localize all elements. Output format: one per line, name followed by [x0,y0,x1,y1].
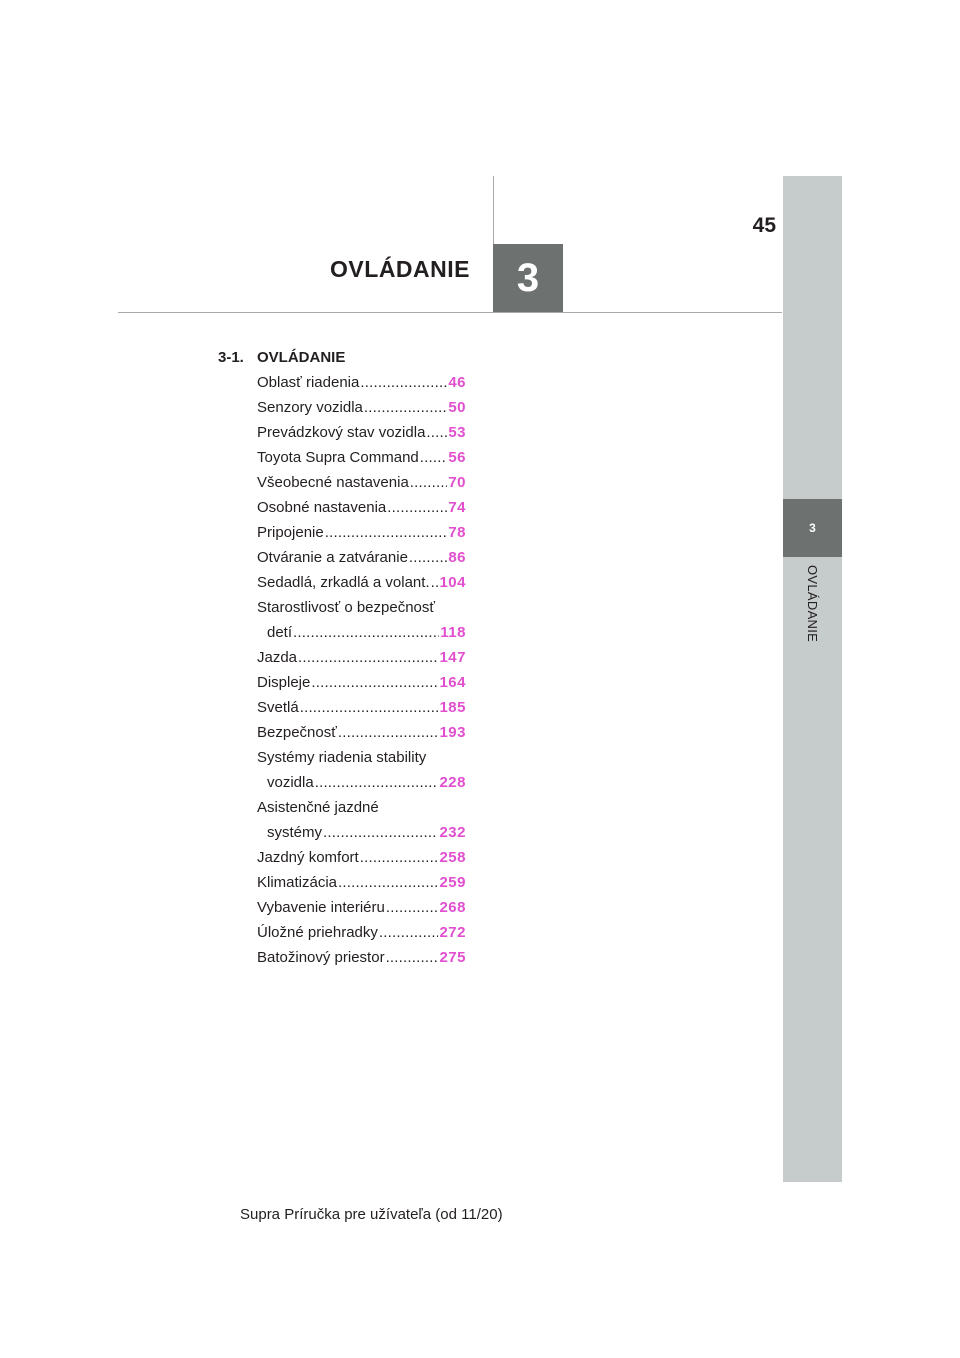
toc-entry-title: Senzory vozidla [257,399,363,416]
toc-dot-leader [426,420,447,445]
header-vertical-rule [493,176,494,244]
toc-dot-leader [386,945,439,970]
toc-page-link[interactable]: 164 [439,674,466,691]
toc-dot-leader [338,870,438,895]
toc-dot-leader [364,395,447,420]
toc-page-link[interactable]: 268 [439,899,466,916]
toc-entry-title-cont: vozidla [267,774,314,791]
toc-dot-leader [386,895,439,920]
toc-entry[interactable] [257,870,466,895]
toc-dot-leader [323,820,438,845]
section-title: OVLÁDANIE [257,349,346,366]
side-tab-label-wrap [783,565,842,665]
toc-entry-title: Sedadlá, zrkadlá a volant. [257,574,430,591]
toc-entry-title: Prevádzkový stav vozidla [257,424,426,441]
toc-entry[interactable] [257,695,466,720]
toc-dot-leader [338,720,439,745]
toc-entry[interactable] [257,445,466,470]
toc-dot-leader [300,695,439,720]
toc-entry-title-cont: systémy [267,824,323,841]
toc-entry-title: Jazda [257,649,298,666]
toc-dot-leader [360,370,447,395]
toc-page-link[interactable]: 78 [448,524,466,541]
toc-entry-title: Klimatizácia [257,874,338,891]
toc-page-link[interactable]: 275 [439,949,466,966]
toc-entry-title: Osobné nastavenia [257,499,387,516]
toc-entry-title: Asistenčné jazdné [257,799,379,816]
page-number: 45 [752,214,776,237]
side-tab-chapter-number[interactable]: 3 [783,499,842,557]
toc-entry-title: Pripojenie [257,524,324,541]
toc-page-link[interactable]: 46 [448,374,466,391]
toc-dot-leader [311,670,438,695]
toc-entry-title: Vybavenie interiéru [257,899,385,916]
toc-page-link[interactable]: 70 [448,474,466,491]
toc-entry[interactable] [257,720,466,745]
toc-page-link[interactable]: 232 [439,824,466,841]
side-tab-label: OVLÁDANIE [805,565,820,643]
toc-entry-title: Batožinový priestor [257,949,385,966]
toc-entry[interactable] [257,395,466,420]
toc-page-link[interactable]: 258 [439,849,466,866]
toc-entry[interactable] [257,545,466,570]
toc-entry-title: Všeobecné nastavenia [257,474,409,491]
toc-entry[interactable] [257,745,466,795]
toc-page-link[interactable]: 56 [448,449,466,466]
chapter-title: OVLÁDANIE [330,256,470,282]
toc-entry[interactable] [257,945,466,970]
toc-entry-title: Jazdný komfort [257,849,359,866]
toc-entry-title-cont: detí [267,624,293,641]
toc-dot-leader [431,570,439,595]
section-number: 3-1. [218,349,244,366]
toc-page-link[interactable]: 74 [448,499,466,516]
toc-entry[interactable] [257,895,466,920]
toc-entry[interactable] [257,495,466,520]
toc-entry-title: Úložné priehradky [257,924,378,941]
toc-entry[interactable] [257,920,466,945]
toc-page-link[interactable]: 86 [448,549,466,566]
toc-entry[interactable] [257,670,466,695]
toc-dot-leader [360,845,439,870]
toc-entry[interactable] [257,370,466,395]
toc-entry[interactable] [257,845,466,870]
toc-page-link[interactable]: 50 [448,399,466,416]
toc-page-link[interactable]: 272 [439,924,466,941]
toc-entry[interactable] [257,420,466,445]
toc-entry-title: Systémy riadenia stability [257,749,427,766]
footer-text: Supra Príručka pre užívateľa (od 11/20) [240,1206,503,1223]
toc-page-link[interactable]: 193 [439,724,466,741]
toc-dot-leader [298,645,438,670]
toc-entry[interactable] [257,595,466,645]
toc-entry[interactable] [257,570,466,595]
toc-entry-title: Toyota Supra Command [257,449,419,466]
toc-page-link[interactable]: 53 [448,424,466,441]
toc-entry-title: Oblasť riadenia [257,374,360,391]
toc-page-link[interactable]: 118 [440,624,466,641]
toc-dot-leader [315,770,439,795]
toc-entry-title: Svetlá [257,699,299,716]
toc-dot-leader [410,470,448,495]
toc-dot-leader [387,495,447,520]
toc-dot-leader [379,920,439,945]
toc-page-link[interactable]: 228 [439,774,466,791]
toc-page-link[interactable]: 104 [439,574,466,591]
toc-page-link[interactable]: 147 [439,649,466,666]
toc-entry[interactable] [257,470,466,495]
toc-entry[interactable] [257,520,466,545]
toc-page-link[interactable]: 259 [439,874,466,891]
toc-dot-leader [325,520,448,545]
toc-dot-leader [409,545,447,570]
side-thumb-tab [783,176,842,1182]
chapter-number-box: 3 [493,244,563,313]
toc-dot-leader [293,620,439,645]
toc-entry-title: Displeje [257,674,311,691]
toc-dot-leader [420,445,448,470]
toc-entry-title: Bezpečnosť [257,724,337,741]
header-horizontal-rule [118,312,782,313]
toc-entry[interactable] [257,645,466,670]
toc-entry-title: Otváranie a zatváranie [257,549,408,566]
toc-page-link[interactable]: 185 [439,699,466,716]
toc-entry[interactable] [257,795,466,845]
toc-entry-title: Starostlivosť o bezpečnosť [257,599,436,616]
